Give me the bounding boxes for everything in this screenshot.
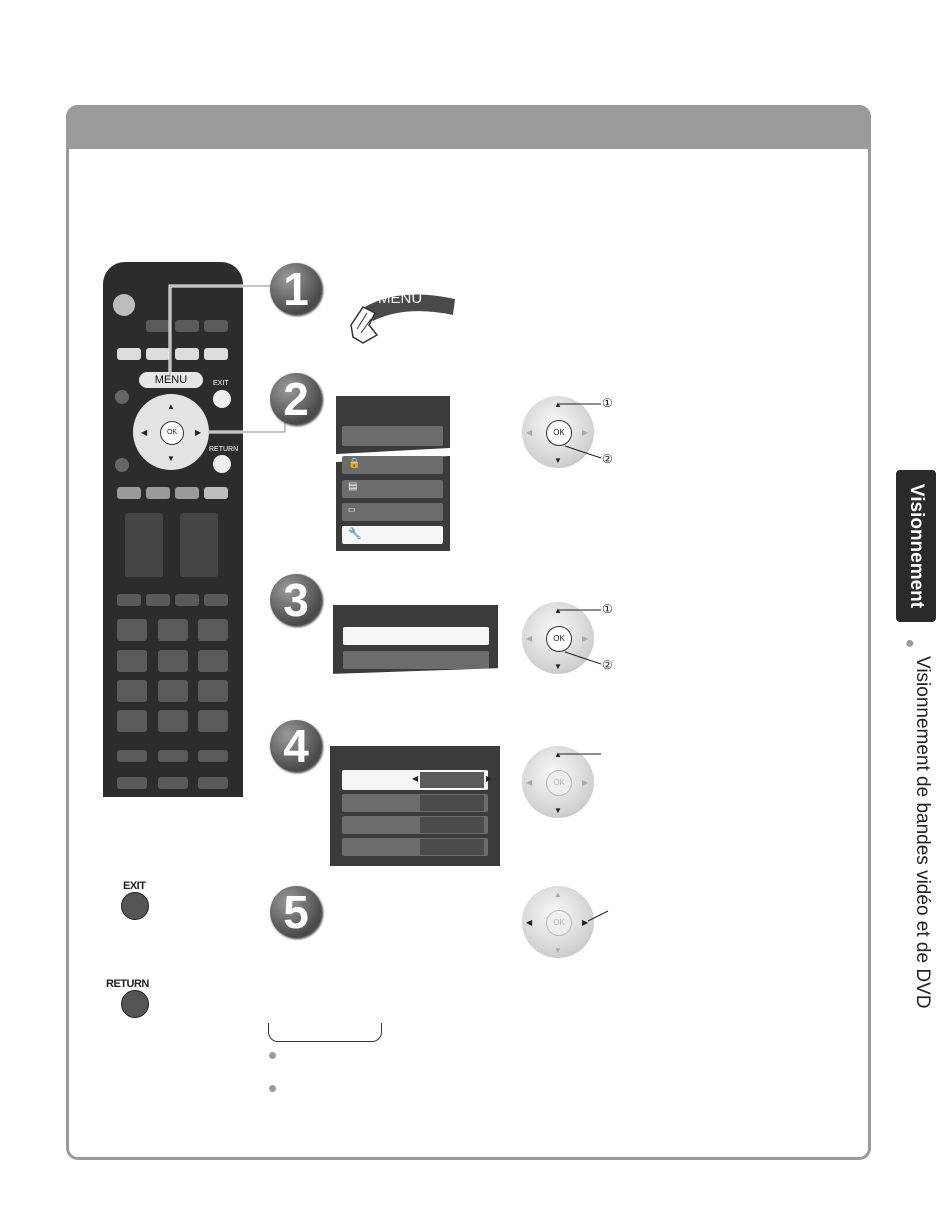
setting-row <box>342 838 488 856</box>
callout-1: ① <box>602 602 613 616</box>
menu-screen-step2 <box>336 396 450 551</box>
left-arrow-icon: ◀ <box>526 918 533 927</box>
setting-row <box>342 816 488 834</box>
ok-button[interactable]: OK <box>160 421 184 445</box>
left-arrow-icon: ◀ <box>526 778 533 787</box>
setting-value <box>420 817 484 833</box>
ok-button-icon: OK <box>546 626 572 652</box>
setting-value <box>420 772 484 788</box>
wrench-icon: 🔧 <box>348 528 362 540</box>
exit-label: EXIT <box>123 880 146 892</box>
down-arrow-icon: ▼ <box>554 456 562 465</box>
step-5-badge: 5 <box>270 886 322 938</box>
right-arrow-icon: ▶ <box>486 774 493 783</box>
callout-2: ② <box>602 658 613 672</box>
ok-button-icon: OK <box>546 910 572 936</box>
return-label: RETURN <box>106 978 149 990</box>
right-arrow-icon: ▶ <box>582 918 589 927</box>
left-arrow-icon: ◀ <box>526 428 533 437</box>
step-3-badge: 3 <box>270 574 322 626</box>
up-arrow-icon: ▲ <box>554 400 562 409</box>
dpad4-callout <box>555 746 605 766</box>
step-2-badge: 2 <box>270 373 322 425</box>
menu-item-card <box>342 480 443 498</box>
up-arrow-icon: ▲ <box>554 750 562 759</box>
setting-value <box>420 795 484 811</box>
right-arrow-icon: ▶ <box>582 778 589 787</box>
exit-label: EXIT <box>213 380 229 387</box>
menu-bar <box>342 426 443 446</box>
up-arrow-icon: ▲ <box>554 606 562 615</box>
setting-value <box>420 839 484 855</box>
left-arrow-icon: ◀ <box>412 774 419 783</box>
down-arrow-icon: ▼ <box>554 806 562 815</box>
down-arrow-icon: ▼ <box>554 662 562 671</box>
right-arrow-icon: ▶ <box>582 428 589 437</box>
down-arrow-icon: ▼ <box>167 454 175 463</box>
side-subtitle-text: Visionnement de bandes vidéo et de DVD <box>912 656 933 1009</box>
step-1-badge: 1 <box>270 263 322 315</box>
menu-screen-step3 <box>333 605 498 680</box>
menu-screen-step4 <box>330 746 500 866</box>
return-button[interactable] <box>121 990 149 1018</box>
exit-button[interactable] <box>121 892 149 920</box>
left-arrow-icon: ◀ <box>526 634 533 643</box>
dpad5-callout <box>586 905 616 945</box>
menu-item-cc <box>342 503 443 521</box>
right-arrow-icon: ▶ <box>582 634 589 643</box>
step-4-badge: 4 <box>270 720 322 772</box>
note-bullet <box>269 1052 276 1059</box>
ok-button-icon: OK <box>546 420 572 446</box>
up-arrow-icon: ▲ <box>554 890 562 899</box>
menu-item <box>343 651 489 669</box>
ok-button-icon: OK <box>546 770 572 796</box>
callout-2: ② <box>602 452 613 466</box>
note-heading-box <box>268 1023 382 1042</box>
setting-row-selected <box>342 770 493 790</box>
menu-button[interactable]: MENU <box>139 372 203 388</box>
side-tab-label: Visionnement <box>906 483 927 609</box>
menu-item-setup <box>342 526 443 544</box>
setting-row <box>342 794 488 812</box>
right-arrow-icon: ▶ <box>195 428 202 437</box>
left-arrow-icon: ◀ <box>141 428 148 437</box>
lock-icon: 🔒 <box>348 458 361 469</box>
callout-1: ① <box>602 396 613 410</box>
menu-item-lock <box>342 456 443 474</box>
cc-icon: ▭ <box>348 505 356 514</box>
note-bullet <box>269 1085 276 1092</box>
down-arrow-icon: ▼ <box>554 946 562 955</box>
menu-item-selected <box>343 627 489 645</box>
menu-label: MENU <box>378 290 423 307</box>
side-subtitle-bullet: ● <box>905 635 915 652</box>
card-icon: ▤ <box>348 481 358 492</box>
up-arrow-icon: ▲ <box>167 402 175 411</box>
return-label: RETURN <box>209 446 239 453</box>
dpad-step5 <box>522 886 594 958</box>
